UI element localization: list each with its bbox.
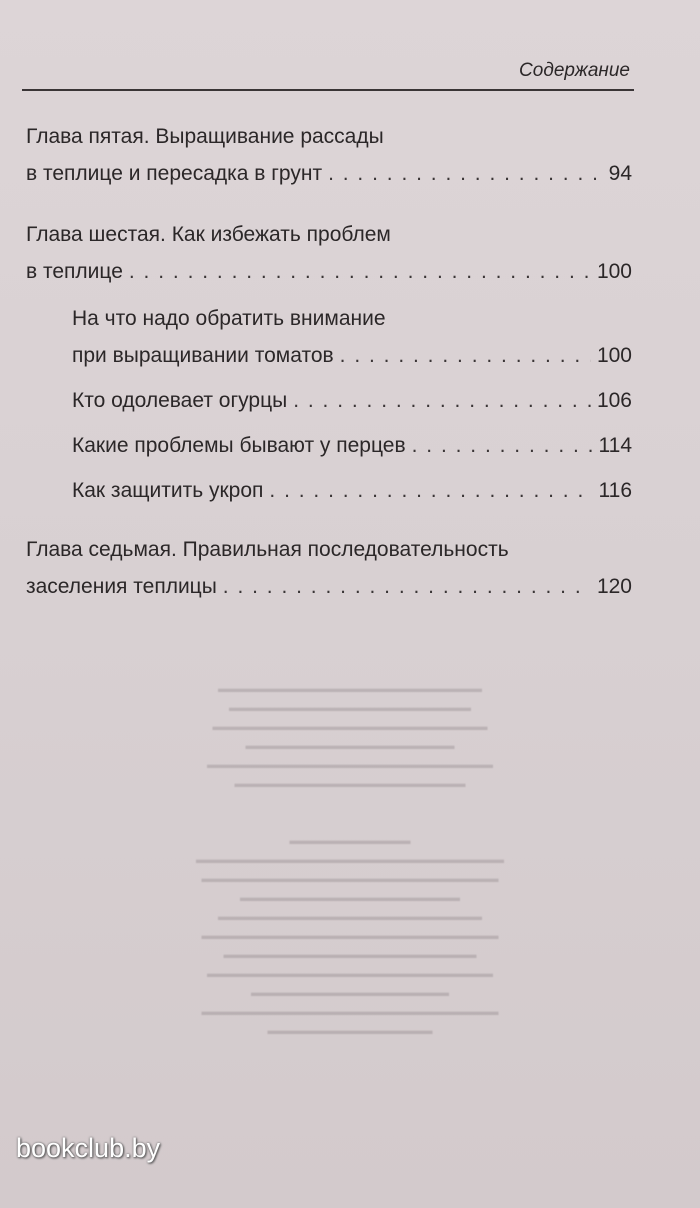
toc-entry-title: заселения теплицы (26, 575, 217, 598)
toc-entry-chapter5 (26, 118, 632, 192)
toc-entry-chapter7 (26, 531, 632, 605)
dot-leader (412, 427, 593, 464)
toc-entry-title: при выращивании томатов (72, 344, 334, 367)
toc-entry-title: в теплице (26, 260, 123, 283)
toc-entry-title: в теплице и пересадка в грунт (26, 162, 323, 185)
toc-subentry-tomatoes (72, 300, 632, 374)
dot-leader (328, 155, 596, 192)
toc-entry-title: Кто одолевает огурцы (72, 389, 288, 412)
toc-entry-title: Глава пятая. Выращивание рассады (26, 125, 384, 148)
toc-page-number: 116 (598, 479, 632, 502)
toc-entry-title: Глава седьмая. Правильная последовательность (26, 538, 509, 561)
toc-entry-title: Какие проблемы бывают у перцев (72, 434, 406, 457)
site-watermark: bookclub.by (16, 1133, 161, 1163)
toc-entry-title: Глава шестая. Как избежать проблем (26, 223, 391, 246)
dot-leader (340, 337, 591, 374)
running-head: Содержание (519, 60, 630, 81)
header-rule (22, 89, 634, 91)
table-of-contents (26, 118, 632, 629)
bleed-through-texture: ▬▬▬▬▬▬▬▬▬▬▬▬▬▬▬▬▬▬▬▬▬▬▬▬ ▬▬▬▬▬▬▬▬▬▬▬▬▬▬▬▬▬▬▬▬▬▬ ▬▬▬▬▬▬▬▬▬▬▬▬▬▬▬▬▬▬▬▬▬▬▬▬▬ ▬▬▬▬▬▬▬▬▬▬▬▬▬▬▬▬▬▬▬ ▬▬▬▬▬▬▬▬▬▬▬▬▬▬▬▬▬▬▬▬▬▬▬▬▬▬ ▬▬▬▬▬▬▬▬▬▬▬▬▬▬▬▬▬▬▬▬▬ ▬▬▬▬▬▬▬▬▬▬▬ ▬▬▬▬▬▬▬▬▬▬▬▬▬▬▬▬▬▬▬▬▬▬▬▬▬▬▬▬ ▬▬▬▬▬▬▬▬▬▬▬▬▬▬▬▬▬▬▬▬▬▬▬▬▬▬▬ ▬▬▬▬▬▬▬▬▬▬▬▬▬▬▬▬▬▬▬▬ ▬▬▬▬▬▬▬▬▬▬▬▬▬▬▬▬▬▬▬▬▬▬▬▬ ▬▬▬▬▬▬▬▬▬▬▬▬▬▬▬▬▬▬▬▬▬▬▬▬▬▬▬ ▬▬▬▬▬▬▬▬▬▬▬▬▬▬▬▬▬▬▬▬▬▬▬ ▬▬▬▬▬▬▬▬▬▬▬▬▬▬▬▬▬▬▬▬▬▬▬▬▬▬ ▬▬▬▬▬▬▬▬▬▬▬▬▬▬▬▬▬▬ ▬▬▬▬▬▬▬▬▬▬▬▬▬▬▬▬▬▬▬▬▬▬▬▬▬▬▬ ▬▬▬▬▬▬▬▬▬▬▬▬▬▬▬ (196, 683, 504, 1037)
dot-leader (129, 253, 591, 290)
toc-entry-chapter6 (26, 216, 632, 290)
toc-subentry-cucumbers (72, 382, 632, 419)
toc-page-number: 106 (596, 389, 632, 412)
toc-subentry-dill (72, 472, 632, 509)
dot-leader (223, 568, 591, 605)
toc-entry-title: Как защитить укроп (72, 479, 264, 502)
toc-entry-title: На что надо обратить внимание (72, 307, 386, 330)
toc-page-number: 120 (596, 575, 632, 598)
dot-leader (293, 382, 591, 419)
toc-subentry-peppers (72, 427, 632, 464)
toc-page-number: 94 (608, 162, 632, 185)
toc-page-number: 100 (596, 344, 632, 367)
dot-leader (269, 472, 592, 509)
toc-page-number: 114 (598, 434, 632, 457)
toc-page-number: 100 (596, 260, 632, 283)
